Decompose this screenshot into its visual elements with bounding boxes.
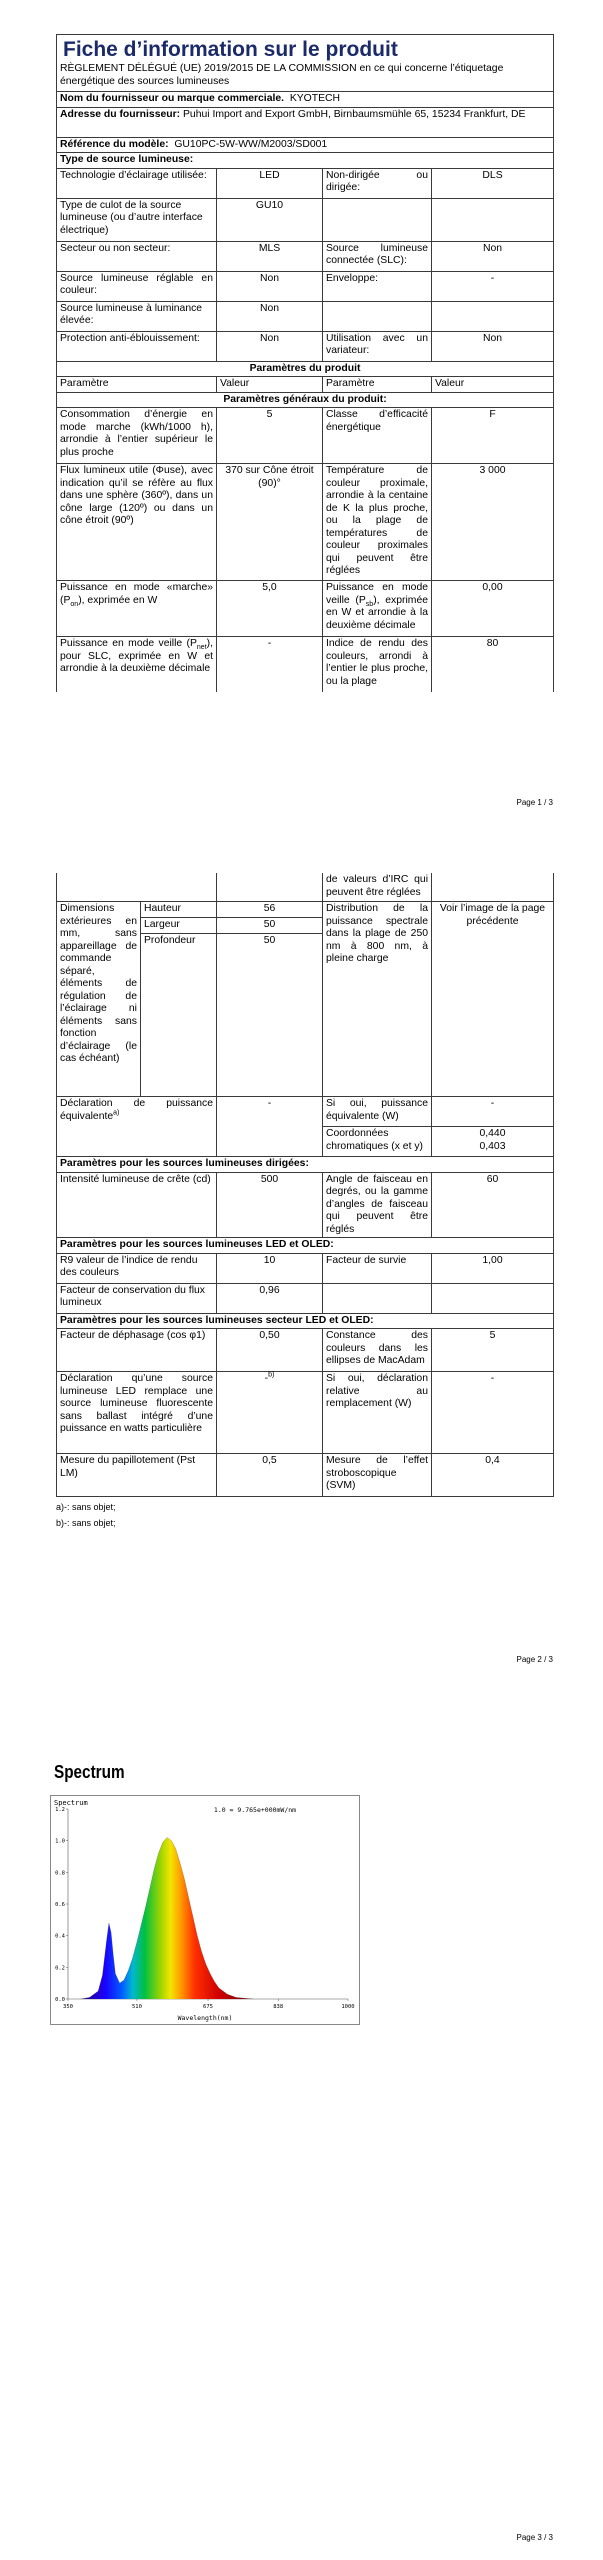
param-value: 60 xyxy=(432,1172,554,1238)
dimension-value: 56 xyxy=(217,902,323,918)
param-label: Puissance en mode «marche» $(P_{on})$, exprimée en W xyxy=(60,582,213,608)
page-2 xyxy=(0,835,603,1670)
param-label: Déclaration de puissance équivalente$^{a)}$ xyxy=(60,1098,213,1122)
param-label: Si oui, puissance équivalente (W) xyxy=(323,1097,432,1127)
document-title: Fiche d’information sur le produit xyxy=(63,38,398,61)
table-row xyxy=(57,301,554,331)
table-row xyxy=(57,1253,554,1283)
table-row xyxy=(57,1097,554,1127)
param-value: - xyxy=(217,637,323,693)
directed-header: Paramètres pour les sources lumineuses dirigées: xyxy=(57,1157,554,1173)
y-tick-label: 0.6 xyxy=(55,1902,65,1908)
model-label: Référence du modèle: xyxy=(60,138,169,150)
param-label: Si oui, déclaration relative au remplacement (W) xyxy=(323,1372,432,1454)
param-label: Distribution de la puissance spectrale dans la plage de 250 nm à 800 nm, à pleine charge xyxy=(323,902,432,1097)
param-value: 370 sur Cône étroit (90)° xyxy=(217,464,323,581)
param-value: 1,00 xyxy=(432,1253,554,1283)
param-value: 0,00 xyxy=(432,581,554,637)
type-header: Type de source lumineuse: xyxy=(57,153,554,169)
empty-cell xyxy=(323,1283,432,1313)
param-label: Constance des couleurs dans les ellipses de MacAdam xyxy=(323,1329,432,1372)
param-label: Flux lumineux utile (Φuse), avec indication qu’il se réfère au flux dans une sphère (360º), dans un cône large (120º) ou dans un cône étroit (90º) xyxy=(57,464,217,581)
param-value: 0,4 xyxy=(432,1454,554,1497)
param-value: 500 xyxy=(217,1172,323,1238)
type-value: LED xyxy=(217,168,323,198)
table-row xyxy=(57,408,554,464)
param-value: - xyxy=(432,1372,554,1454)
mains-header: Paramètres pour les sources lumineuses secteur LED et OLED: xyxy=(57,1313,554,1329)
param-value: 5 xyxy=(432,1329,554,1372)
y-tick-label: 0.4 xyxy=(55,1933,65,1940)
info-sheet-page-2 xyxy=(56,873,553,1531)
y-tick-label: 0.0 xyxy=(55,1997,65,2003)
dimension-name: Profondeur xyxy=(141,934,217,1097)
params-header: Paramètres du produit xyxy=(57,361,554,377)
type-label: Source lumineuse à luminance élevée: xyxy=(57,301,217,331)
spectrum-chart xyxy=(50,1795,360,2025)
table-row xyxy=(57,581,554,637)
param-value: 0,50 xyxy=(217,1329,323,1372)
page-number: Page 1 / 3 xyxy=(516,798,553,807)
type-label: Type de culot de la source lumineuse (ou d’autre interface électrique) xyxy=(57,198,217,241)
x-tick-label: 350 xyxy=(63,2004,73,2010)
dimensions-label: Dimensions extérieures en mm, sans appareillage de commande séparé, éléments de régulation de l’éclairage ni éléments sans fonction d’éclairage (le cas échéant) xyxy=(57,902,141,1097)
param-value: 5,0 xyxy=(217,581,323,637)
column-header: Valeur xyxy=(432,377,554,393)
type-label: Source lumineuse connectée (SLC): xyxy=(323,241,432,271)
type-label: Enveloppe: xyxy=(323,271,432,301)
type-label: Technologie d’éclairage utilisée: xyxy=(57,168,217,198)
param-value: 0,5 xyxy=(217,1454,323,1497)
type-value: Non xyxy=(217,331,323,361)
empty-cell xyxy=(323,198,432,241)
param-value: 80 xyxy=(432,637,554,693)
x-tick-label: 1000 xyxy=(341,2004,355,2010)
param-label: Facteur de déphasage (cos φ1) xyxy=(57,1329,217,1372)
column-header: Paramètre xyxy=(323,377,432,393)
param-label: de valeurs d’IRC qui peuvent être réglées xyxy=(323,873,432,902)
footnote: b)-: sans objet; xyxy=(56,1518,116,1528)
empty-cell xyxy=(323,301,432,331)
x-tick-label: 675 xyxy=(203,2004,213,2010)
type-value: DLS xyxy=(432,168,554,198)
type-value: Non xyxy=(217,271,323,301)
param-value: 3 000 xyxy=(432,464,554,581)
table-row xyxy=(57,241,554,271)
general-header: Paramètres généraux du produit: xyxy=(57,392,554,408)
type-label: Secteur ou non secteur: xyxy=(57,241,217,271)
page-3 xyxy=(0,1670,603,2560)
param-label: Coordonnées chromatiques (x et y) xyxy=(323,1127,432,1157)
y-tick-label: 0.2 xyxy=(55,1965,65,1972)
column-header: Valeur xyxy=(217,377,323,393)
param-label: Facteur de survie xyxy=(323,1253,432,1283)
page-1 xyxy=(0,0,603,835)
dimension-name: Largeur xyxy=(141,918,217,934)
chart-annotation: 1.0 = 9.765e+000mW/nm xyxy=(213,1806,297,1814)
y-tick-label: 1.0 xyxy=(55,1838,65,1845)
footnote: a)-: sans objet; xyxy=(56,1502,116,1512)
param-label: Température de couleur proximale, arrondie à la centaine de K la plus proche, ou la plage de températures de couleur proximales qui peuvent être réglées xyxy=(323,464,432,581)
param-value: - xyxy=(217,1097,323,1157)
param-label: Déclaration qu’une source lumineuse LED remplace une source lumineuse fluorescente sans ballast intégré d’une puissance en watts particulière xyxy=(57,1372,217,1454)
type-value: Non xyxy=(217,301,323,331)
dimension-value: 50 xyxy=(217,918,323,934)
param-value: F xyxy=(432,408,554,464)
page-number: Page 3 / 3 xyxy=(516,2533,553,2542)
chart-title: Spectrum xyxy=(54,1799,88,1807)
param-label: Facteur de conservation du flux lumineux xyxy=(57,1283,217,1313)
table-row xyxy=(57,198,554,241)
type-label: Utilisation avec un variateur: xyxy=(323,331,432,361)
address-label: Adresse du fournisseur: xyxy=(60,108,181,120)
column-header: Paramètre xyxy=(57,377,217,393)
table-row xyxy=(57,1372,554,1454)
x-axis-label: Wavelength(nm) xyxy=(177,2014,233,2022)
param-value: Voir l’image de la page précédente xyxy=(432,902,554,1097)
param-label: Puissance en mode veille $(P_{net})$, pour SLC, exprimée en W et arrondie à la deuxième décimale xyxy=(60,638,213,674)
table-row xyxy=(57,464,554,581)
spectrum-heading: Spectrum xyxy=(54,1762,125,1782)
dimension-name: Hauteur xyxy=(141,902,217,918)
chroma-x: 0,440 xyxy=(479,1128,506,1139)
address-value: Puhui Import and Export GmbH, Birnbaumsmühle 65, 15234 Frankfurt, DE xyxy=(183,108,526,120)
type-value: GU10 xyxy=(217,198,323,241)
table-row xyxy=(57,1454,554,1497)
empty-cell xyxy=(432,1283,554,1313)
param-value: 0,96 xyxy=(217,1283,323,1313)
dimension-value: 50 xyxy=(217,934,323,1097)
param-label: Indice de rendu des couleurs, arrondi à l’entier le plus proche, ou la plage xyxy=(323,637,432,693)
document-subtitle: RÈGLEMENT DÉLÉGUÉ (UE) 2019/2015 DE LA COMMISSION en ce qui concerne l’étiquetage énergétique des sources lumineuses xyxy=(60,63,504,87)
type-label: Source lumineuse réglable en couleur: xyxy=(57,271,217,301)
param-label: R9 valeur de l’indice de rendu des couleurs xyxy=(57,1253,217,1283)
table-row xyxy=(57,168,554,198)
param-label: Intensité lumineuse de crête (cd) xyxy=(57,1172,217,1238)
x-tick-label: 510 xyxy=(131,2004,142,2010)
param-label: Classe d’efficacité énergétique xyxy=(323,408,432,464)
info-sheet-page-1 xyxy=(56,34,553,692)
param-label: Consommation d’énergie en mode marche (kWh/1000 h), arrondie à l’entier supérieur le plus proche xyxy=(57,408,217,464)
model-value: GU10PC-5W-WW/M2003/SD001 xyxy=(174,138,328,150)
table-row xyxy=(57,1329,554,1372)
empty-cell xyxy=(432,198,554,241)
param-label: Mesure de l’effet stroboscopique (SVM) xyxy=(323,1454,432,1497)
param-value: 10 xyxy=(217,1253,323,1283)
type-value: - xyxy=(432,271,554,301)
page-number: Page 2 / 3 xyxy=(516,1655,553,1664)
type-label: Non-dirigée ou dirigée: xyxy=(323,168,432,198)
y-tick-label: 1.2 xyxy=(55,1807,65,1813)
table-row xyxy=(57,902,554,918)
table-row xyxy=(57,637,554,693)
footnotes xyxy=(56,1499,553,1531)
table-row xyxy=(57,873,554,902)
x-tick-label: 838 xyxy=(273,2004,284,2010)
param-label: Puissance en mode veille $(P_{sb})$, exprimée en W et arrondie à la deuxième décimale xyxy=(326,582,428,631)
chroma-y: 0,403 xyxy=(479,1140,506,1152)
param-label: Angle de faisceau en degrés, ou la gamme d’angles de faisceau qui peuvent être réglés xyxy=(323,1172,432,1238)
table-row xyxy=(57,1172,554,1238)
type-value: Non xyxy=(432,331,554,361)
table-row xyxy=(57,271,554,301)
param-value: - xyxy=(432,1097,554,1127)
led-header: Paramètres pour les sources lumineuses LED et OLED: xyxy=(57,1238,554,1254)
y-tick-label: 0.8 xyxy=(55,1870,65,1877)
supplier-value: KYOTECH xyxy=(289,93,341,104)
table-row xyxy=(57,331,554,361)
empty-cell xyxy=(432,301,554,331)
type-value: MLS xyxy=(217,241,323,271)
supplier-label: Nom du fournisseur ou marque commerciale. xyxy=(60,93,285,104)
type-value: Non xyxy=(432,241,554,271)
param-value: 5 xyxy=(217,408,323,464)
param-value: -$^{b)}$ xyxy=(264,1371,275,1384)
param-label: Mesure du papillotement (Pst LM) xyxy=(57,1454,217,1497)
table-row xyxy=(57,1283,554,1313)
type-label: Protection anti-éblouissement: xyxy=(57,331,217,361)
column-header-row xyxy=(57,377,554,393)
